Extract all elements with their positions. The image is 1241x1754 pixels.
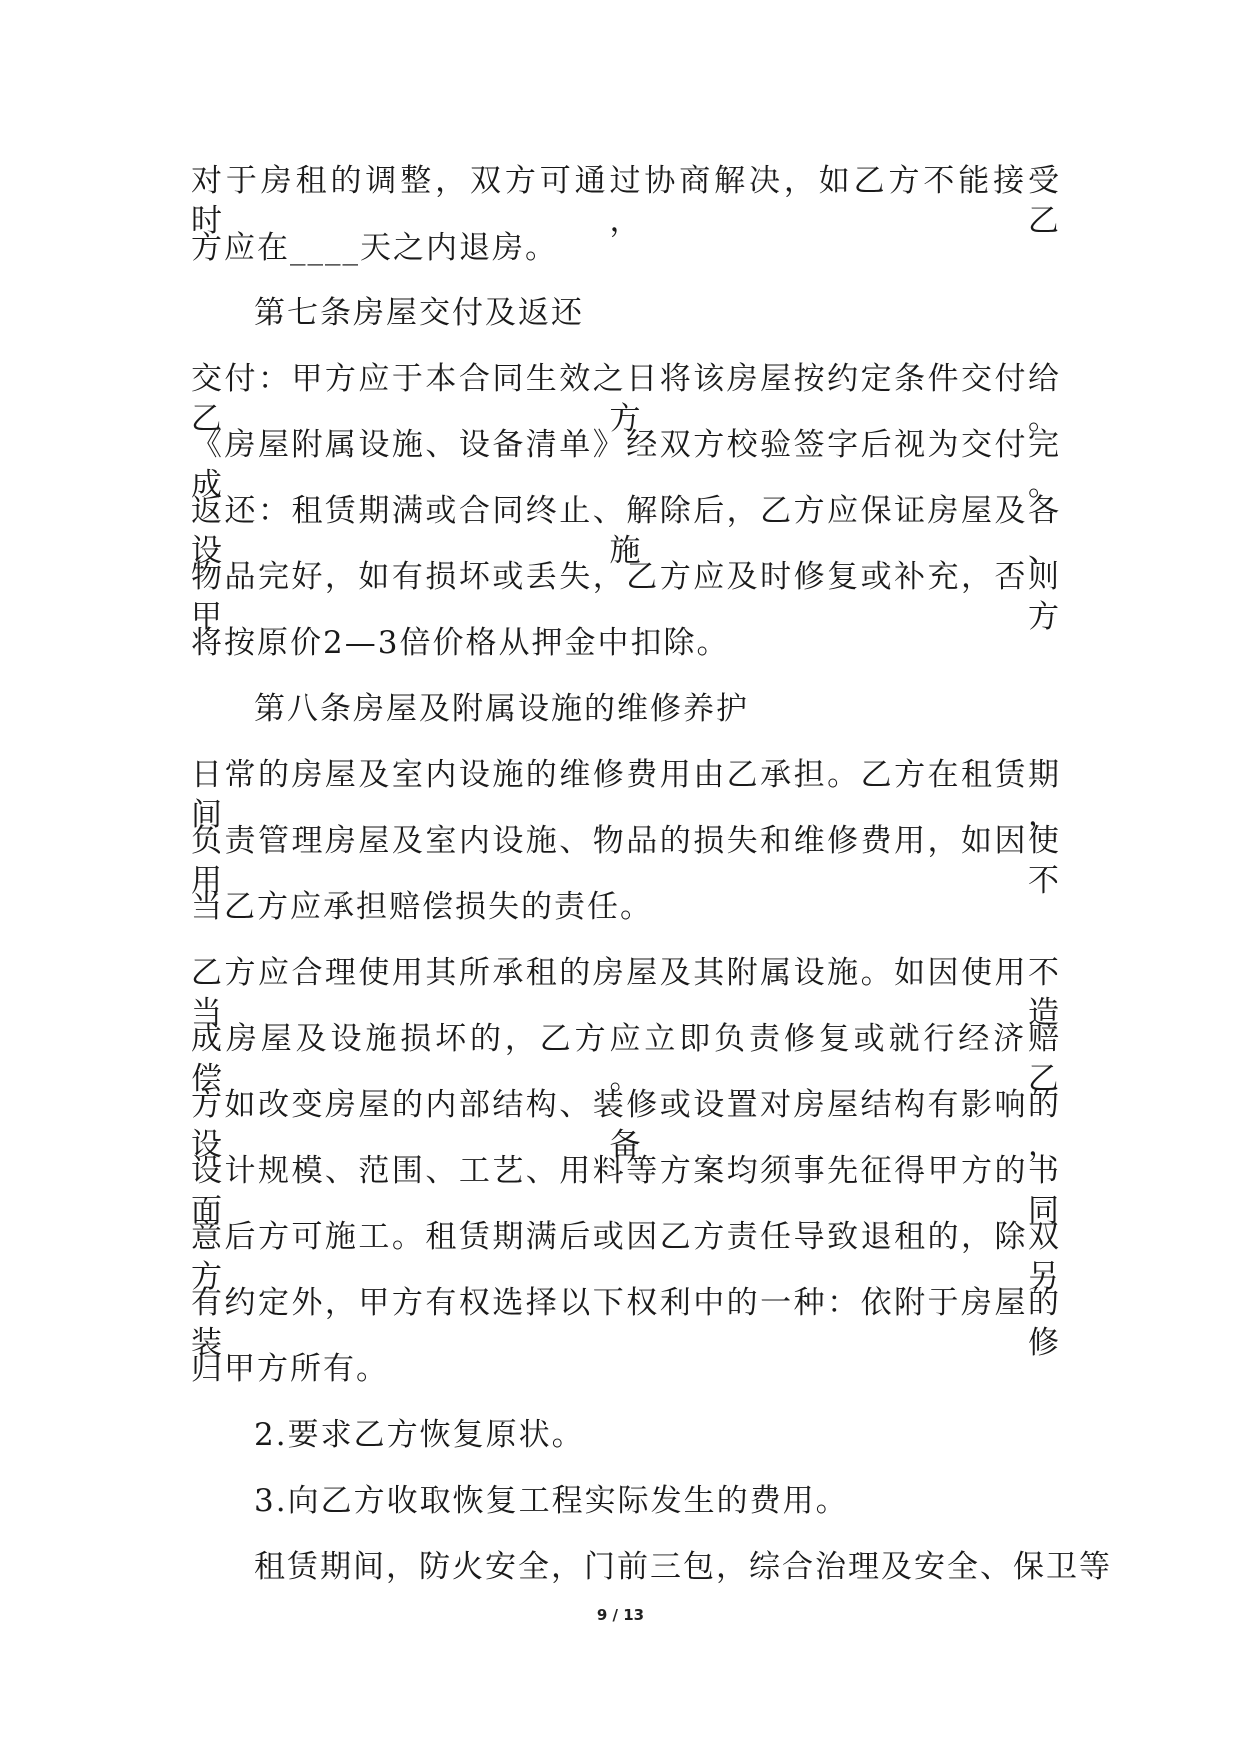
section-heading: 第八条房屋及附属设施的维修养护 [254, 691, 749, 727]
text-line: 交付：甲方应于本合同生效之日将该房屋按约定条件交付给乙方。 [191, 361, 1061, 437]
text-line: 日常的房屋及室内设施的维修费用由乙承担。乙方在租赁期间， [191, 757, 1061, 833]
text-line: 乙方应合理使用其所承租的房屋及其附属设施。如因使用不当造 [191, 955, 1061, 1031]
list-item: 3.向乙方收取恢复工程实际发生的费用。 [254, 1483, 849, 1519]
text-line: 方应在____天之内退房。 [191, 230, 558, 266]
text-line: 物品完好，如有损坏或丢失，乙方应及时修复或补充，否则甲方 [191, 559, 1061, 635]
page-number: 9 / 13 [596, 1606, 645, 1624]
text-line: 设计规模、范围、工艺、用料等方案均须事先征得甲方的书面同 [191, 1153, 1061, 1229]
text-line: 对于房租的调整，双方可通过协商解决，如乙方不能接受时，乙 [191, 163, 1061, 239]
text-line: 意后方可施工。租赁期满后或因乙方责任导致退租的，除双方另 [191, 1219, 1061, 1295]
text-line: 方如改变房屋的内部结构、装修或设置对房屋结构有影响的设备， [191, 1087, 1061, 1163]
text-line: 返还：租赁期满或合同终止、解除后，乙方应保证房屋及各设施、 [191, 493, 1061, 569]
section-heading: 第七条房屋交付及返还 [254, 295, 584, 331]
text-line: 将按原价2—3倍价格从押金中扣除。 [191, 625, 730, 661]
list-item: 2.要求乙方恢复原状。 [254, 1417, 585, 1453]
text-line: 有约定外，甲方有权选择以下权利中的一种：依附于房屋的装修 [191, 1285, 1061, 1361]
text-line: 成房屋及设施损坏的，乙方应立即负责修复或就行经济赔偿。乙 [191, 1021, 1061, 1097]
text-line: 归甲方所有。 [191, 1351, 389, 1387]
text-line: 负责管理房屋及室内设施、物品的损失和维修费用，如因使用不 [191, 823, 1061, 899]
text-line: 当乙方应承担赔偿损失的责任。 [191, 889, 653, 925]
text-line: 《房屋附属设施、设备清单》经双方校验签字后视为交付完成。 [191, 427, 1061, 503]
text-line: 租赁期间，防火安全，门前三包，综合治理及安全、保卫等 [254, 1549, 1112, 1585]
